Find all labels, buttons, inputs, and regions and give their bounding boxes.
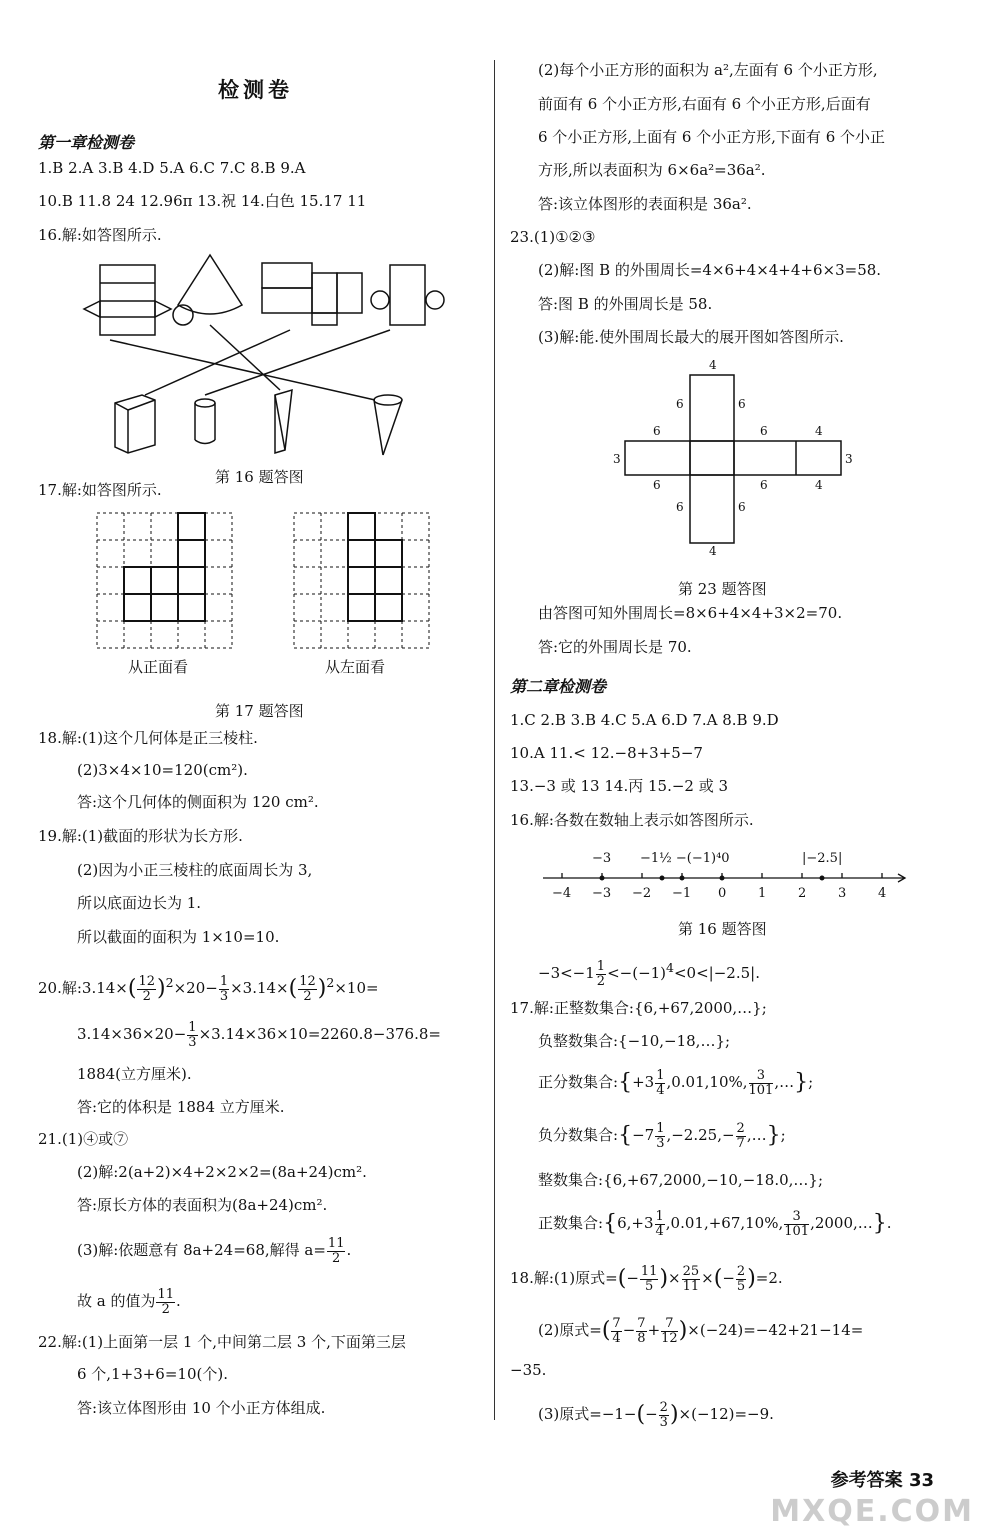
svg-text:−3: −3	[592, 886, 612, 901]
ch2-q18b: (2)原式=( $\frac{7}{4}$ − $\frac{7}{8}$ + $\frac{7}{12}$ )×(−24)=−42+21−14=	[538, 1315, 864, 1346]
svg-text:2: 2	[798, 886, 807, 901]
ch1-q20c: 1884(立方厘米).	[77, 1065, 192, 1083]
ch2-q18a: 18.解:(1)原式=(− $\frac{11}{5}$ )× $\frac{25}{11}$ ×(− $\frac{2}{5}$ )=2.	[510, 1263, 783, 1294]
svg-text:6: 6	[676, 500, 684, 514]
right-q23e: 由答图可知外围周长=8×6+4×4+3×2=70.	[538, 604, 843, 622]
ch1-q19d: 所以截面的面积为 1×10=10.	[77, 928, 280, 946]
column-divider	[494, 60, 495, 1420]
ch2-q18d: (3)原式=−1−(− $\frac{2}{3}$ )×(−12)=−9.	[538, 1399, 774, 1430]
ch2-pos-frac: 正分数集合:{+3 $\frac{1}{4}$ ,0.01,10%, $\frac{3}{101}$ ,…};	[538, 1067, 814, 1098]
right-p5: 答:该立体图形的表面积是 36a².	[538, 195, 752, 213]
figure-16	[70, 255, 470, 460]
right-p2: 前面有 6 个小正方形,右面有 6 个小正方形,后面有	[538, 95, 871, 113]
chapter2-heading: 第二章检测卷	[510, 677, 607, 696]
front-view-label: 从正面看	[128, 658, 189, 676]
figure-17-front-grid	[97, 513, 232, 648]
ch1-q20b: 3.14×36×20− $\frac{1}{3}$ ×3.14×36×10=2260.8−376.8=	[77, 1019, 441, 1050]
ch1-q19c: 所以底面边长为 1.	[77, 894, 202, 912]
svg-text:4: 4	[709, 544, 717, 558]
watermark: MXQE.COM	[770, 1494, 974, 1529]
ch2-line2: 10.A 11.< 12.−8+3+5−7	[510, 744, 703, 762]
svg-text:−1½ −(−1)⁴0: −1½ −(−1)⁴0	[640, 851, 730, 866]
ch1-q18a: 18.解:(1)这个几何体是正三棱柱.	[38, 729, 258, 747]
ch2-line1: 1.C 2.B 3.B 4.C 5.A 6.D 7.A 8.B 9.D	[510, 711, 779, 729]
figure-16-line-caption: 第 16 题答图	[678, 920, 767, 938]
left-view-label: 从左面看	[325, 658, 386, 676]
page-number: 33	[908, 1470, 934, 1491]
ch2-q18c: −35.	[510, 1361, 547, 1379]
figure-16-caption: 第 16 题答图	[215, 468, 304, 486]
svg-text:−3: −3	[592, 851, 612, 866]
figure-23-caption: 第 23 题答图	[678, 580, 767, 598]
svg-text:6: 6	[738, 397, 746, 411]
figure-17-caption: 第 17 题答图	[215, 702, 304, 720]
svg-text:6: 6	[653, 478, 661, 492]
ch1-q21e: 故 a 的值为 $\frac{11}{2}$ .	[77, 1286, 181, 1317]
ch1-q20a: 20.解:3.14×( $\frac{12}{2}$ )$^2$×20− $\frac{1}{3}$ ×3.14×( $\frac{12}{2}$ )$^2$×10=	[38, 973, 379, 1004]
ch1-q21d: (3)解:依题意有 8a+24=68,解得 a= $\frac{11}{2}$ .	[77, 1235, 352, 1266]
ch2-integers: 整数集合:{6,+67,2000,−10,−18.0,…};	[538, 1171, 824, 1189]
ch1-q18c: 答:这个几何体的侧面积为 120 cm².	[77, 793, 319, 811]
ch2-line3: 13.−3 或 13 14.丙 15.−2 或 3	[510, 777, 729, 795]
ch2-neg-int: 负整数集合:{−10,−18,…};	[538, 1032, 731, 1050]
right-p4: 方形,所以表面积为 6×6a²=36a².	[538, 161, 766, 179]
ch1-q16: 16.解:如答图所示.	[38, 226, 162, 244]
ch1-line2: 10.B 11.8 24 12.96π 13.祝 14.白色 15.17 11	[38, 192, 367, 210]
svg-text:4: 4	[815, 478, 823, 492]
svg-text:−4: −4	[552, 886, 572, 901]
ch1-q19a: 19.解:(1)截面的形状为长方形.	[38, 827, 243, 845]
right-q23d: (3)解:能.使外围周长最大的展开图如答图所示.	[538, 328, 844, 346]
svg-text:0: 0	[718, 886, 727, 901]
figure-23-net	[610, 355, 860, 560]
right-q23c: 答:图 B 的外围周长是 58.	[538, 295, 713, 313]
svg-text:6: 6	[760, 478, 768, 492]
page-title: 检测卷	[218, 77, 293, 102]
ch2-q17: 17.解:正整数集合:{6,+67,2000,…};	[510, 999, 767, 1017]
ch2-comparison: −3<−1 $\frac{1}{2}$ $<-(-1)^4<0<|-2.5|$.	[538, 958, 760, 989]
svg-text:6: 6	[760, 424, 768, 438]
svg-text:4: 4	[709, 358, 717, 372]
svg-text:4: 4	[815, 424, 823, 438]
ch2-neg-frac: 负分数集合:{−7 $\frac{1}{3}$ ,−2.25,− $\frac{2}{7}$ ,…};	[538, 1120, 786, 1151]
svg-text:6: 6	[653, 424, 661, 438]
svg-text:3: 3	[613, 452, 621, 466]
svg-text:3: 3	[838, 886, 847, 901]
ch1-q17: 17.解:如答图所示.	[38, 481, 162, 499]
svg-text:1: 1	[758, 886, 767, 901]
svg-text:−2: −2	[632, 886, 652, 901]
ch1-q21c: 答:原长方体的表面积为(8a+24)cm².	[77, 1196, 328, 1214]
ch1-q21a: 21.(1)④或⑦	[38, 1130, 129, 1148]
ch1-q22c: 答:该立体图形由 10 个小正方体组成.	[77, 1399, 326, 1417]
ch1-q20d: 答:它的体积是 1884 立方厘米.	[77, 1098, 285, 1116]
right-q23f: 答:它的外围周长是 70.	[538, 638, 692, 656]
right-q23b: (2)解:图 B 的外围周长=4×6+4×4+4+6×3=58.	[538, 261, 882, 279]
svg-text:6: 6	[738, 500, 746, 514]
svg-text:|−2.5|: |−2.5|	[802, 851, 843, 866]
figure-16-number-line	[540, 842, 910, 902]
figure-17-left-grid	[294, 513, 429, 648]
ch1-line1: 1.B 2.A 3.B 4.D 5.A 6.C 7.C 8.B 9.A	[38, 159, 306, 177]
svg-text:4: 4	[878, 886, 887, 901]
ch1-q19b: (2)因为小正三棱柱的底面周长为 3,	[77, 861, 313, 879]
chapter1-heading: 第一章检测卷	[38, 133, 135, 152]
ch1-q22a: 22.解:(1)上面第一层 1 个,中间第二层 3 个,下面第三层	[38, 1333, 406, 1351]
svg-text:−1: −1	[672, 886, 692, 901]
svg-text:3: 3	[845, 452, 853, 466]
svg-text:6: 6	[676, 397, 684, 411]
ch2-pos-num: 正数集合:{6,+3 $\frac{1}{4}$ ,0.01,+67,10%, $\frac{3}{101}$ ,2000,…}.	[538, 1208, 892, 1239]
ch2-q16: 16.解:各数在数轴上表示如答图所示.	[510, 811, 754, 829]
ch1-q18b: (2)3×4×10=120(cm²).	[77, 761, 248, 779]
footer-label: 参考答案 33	[830, 1470, 934, 1491]
right-p1: (2)每个小正方形的面积为 a²,左面有 6 个小正方形,	[538, 61, 878, 79]
right-p3: 6 个小正方形,上面有 6 个小正方形,下面有 6 个小正	[538, 128, 886, 146]
ch1-q21b: (2)解:2(a+2)×4+2×2×2=(8a+24)cm².	[77, 1163, 367, 1181]
ch1-q22b: 6 个,1+3+6=10(个).	[77, 1365, 228, 1383]
right-q23a: 23.(1)①②③	[510, 228, 596, 246]
